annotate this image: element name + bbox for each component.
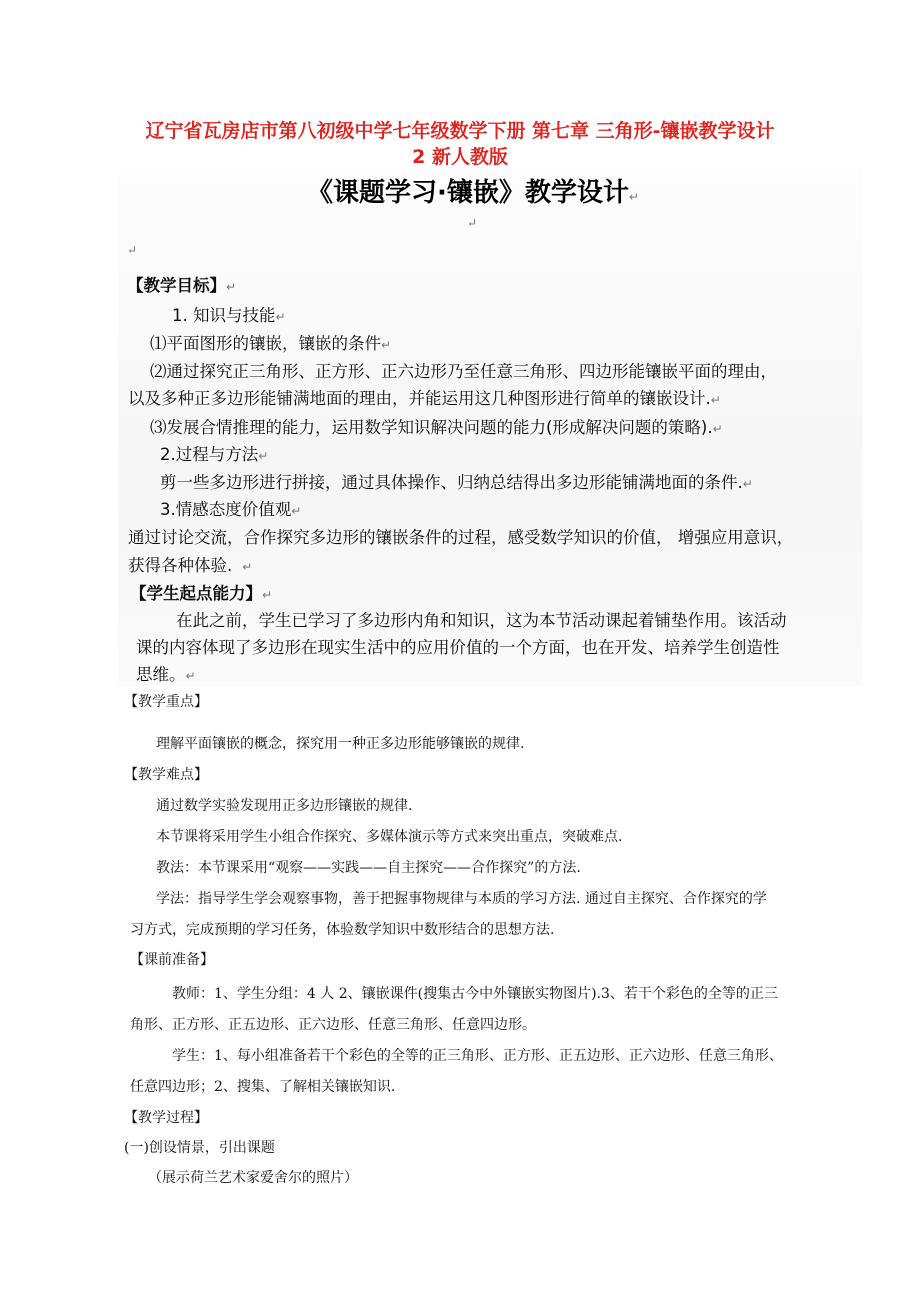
goal-item-1b-line1: ⑵通过探究正三角形、正方形、正六边形乃至任意三角形、四边形能镶嵌平面的理由， <box>150 362 777 381</box>
key-points-heading: 【教学重点】 <box>124 694 208 710</box>
goals-heading-text: 【教学目标】 <box>127 276 226 295</box>
teacher-prep-line1: 教师：1、学生分组：4 人 2、镶嵌课件(搜集古今中外镶嵌实物图片).3、若干个彩色的全等的正三 <box>172 986 778 1002</box>
goal-item-2a <box>160 469 753 493</box>
goal-item-3a-line1: 通过讨论交流，合作探究多边形的镶嵌条件的过程，感受数学知识的价值， 增强应用意识， <box>128 528 794 547</box>
return-mark: ↵ <box>127 243 138 257</box>
return-mark: ↵ <box>467 216 478 230</box>
goal-item-2a-text: 剪一些多边形进行拼接，通过具体操作、归纳总结得出多边形能铺满地面的条件. <box>160 473 743 492</box>
difficulties-text: 通过数学实验发现用正多边形镶嵌的规律. <box>156 798 413 814</box>
goals-heading <box>127 272 236 296</box>
difficulties-heading: 【教学难点】 <box>124 767 208 783</box>
start-ability-line3-text: 思维。 <box>136 665 186 684</box>
start-ability-line1: 在此之前，学生已学习了多边形内角和知识，这为本节活动课起着铺垫作用。该活动 <box>176 611 787 630</box>
goal-item-1 <box>172 302 286 326</box>
return-mark: ↵ <box>381 338 392 352</box>
return-mark: ↵ <box>291 504 302 518</box>
return-mark: ↵ <box>226 280 237 294</box>
return-mark: ↵ <box>712 422 723 436</box>
return-mark: ↵ <box>710 393 721 407</box>
start-ability-line3 <box>136 661 196 685</box>
process-step-1a: （展示荷兰艺术家爱舍尔的照片） <box>148 1170 358 1186</box>
document-title-line2: 2 新人教版 <box>412 146 508 168</box>
process-step-1: (一)创设情景，引出课题 <box>124 1140 275 1156</box>
return-mark: ↵ <box>742 477 753 491</box>
goal-item-1c-text: ⑶发展合情推理的能力，运用数学知识解决问题的能力(形成解决问题的策略). <box>150 418 713 437</box>
return-mark: ↵ <box>258 449 269 463</box>
start-ability-line2: 课的内容体现了多边形在现实生活中的应用价值的一个方面，也在开发、培养学生创造性 <box>136 638 780 657</box>
goal-item-3-text: 3.情感态度价值观 <box>160 500 292 519</box>
goal-item-3 <box>160 496 301 520</box>
preparation-heading: 【课前准备】 <box>130 952 214 968</box>
key-points-text: 理解平面镶嵌的概念，探究用一种正多边形能够镶嵌的规律. <box>156 736 525 752</box>
lesson-title <box>307 172 639 209</box>
goal-item-1b-line2-text: 以及多种正多边形能铺满地面的理由，并能运用这几种图形进行简单的镶嵌设计. <box>128 389 711 408</box>
goal-item-1a-text: ⑴平面图形的镶嵌，镶嵌的条件 <box>150 334 381 353</box>
teacher-prep-line2: 角形、正方形、正五边形、正六边形、任意三角形、任意四边形。 <box>130 1017 536 1033</box>
return-mark: ↵ <box>242 560 253 574</box>
return-mark: ↵ <box>185 669 196 683</box>
student-prep-line1: 学生：1、每小组准备若干个彩色的全等的正三角形、正方形、正五边形、正六边形、任意三角形、 <box>172 1048 783 1064</box>
goal-item-3a-line2 <box>128 552 252 576</box>
learning-method-line2: 习方式，完成预期的学习任务，体验数学知识中数形结合的思想方法. <box>130 922 555 938</box>
return-mark: ↵ <box>275 310 286 324</box>
student-prep-line2: 任意四边形；2、搜集、了解相关镶嵌知识. <box>130 1079 396 1095</box>
goal-item-1c <box>150 414 723 438</box>
document-title-line1: 辽宁省瓦房店市第八初级中学七年级数学下册 第七章 三角形-镶嵌教学设计 <box>145 120 775 142</box>
start-ability-heading-text: 【学生起点能力】 <box>130 584 262 603</box>
start-ability-heading <box>130 580 272 604</box>
teaching-method: 教法：本节课采用“观察——实践——自主探究——合作探究”的方法. <box>156 860 581 876</box>
return-mark: ↵ <box>262 588 273 602</box>
goal-item-1b-line2 <box>128 385 721 409</box>
learning-method-line1: 学法：指导学生学会观察事物，善于把握事物规律与本质的学习方法. 通过自主探究、合作探究的学 <box>156 891 767 907</box>
method-text: 本节课将采用学生小组合作探究、多媒体演示等方式来突出重点，突破难点. <box>156 829 623 845</box>
goal-item-3a-line2-text: 获得各种体验. <box>128 556 233 575</box>
goal-item-1a <box>150 330 391 354</box>
goal-item-2-text: 2.过程与方法 <box>160 445 259 464</box>
goal-item-1-text: 1. 知识与技能 <box>172 306 276 325</box>
lesson-title-text: 《课题学习·镶嵌》教学设计 <box>307 178 629 208</box>
process-heading: 【教学过程】 <box>124 1110 208 1126</box>
return-mark: ↵ <box>628 190 639 204</box>
goal-item-2 <box>160 441 268 465</box>
